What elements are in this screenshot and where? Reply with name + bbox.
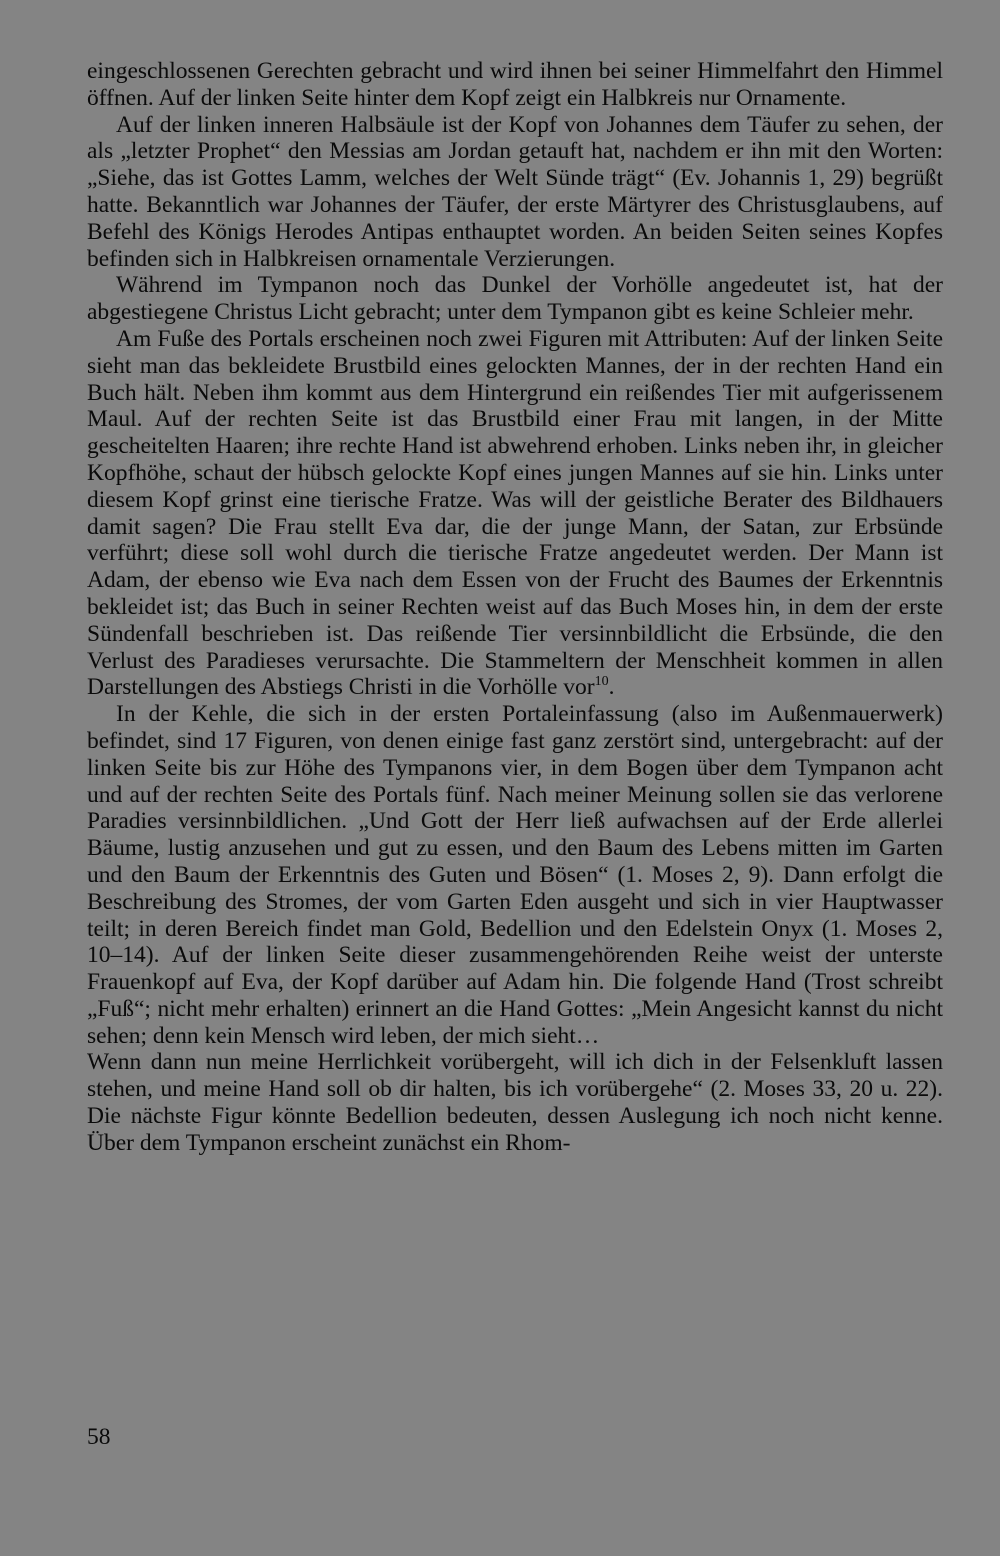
paragraph-1: eingeschlossenen Gerechten gebracht und wird ihnen bei seiner Himmelfahrt den Himmel öffnen. Auf der linken Seite hinter dem Kopf zeigt ein Halbkreis nur Ornamente. <box>87 58 943 111</box>
paragraph-2: Auf der linken inneren Halbsäule ist der Kopf von Johannes dem Täufer zu sehen, der als „letzter Prophet“ den Messias am Jordan getauft hat, nachdem er ihn mit den Worten: „Siehe, das ist Gottes Lamm, welches der Welt Sünde trägt“ (Ev. Johannis 1, 29) begrüßt hatte. Bekanntlich war Johannes der Täufer, der erste Märtyrer des Christusglaubens, auf Befehl des Königs Herodes Antipas enthauptet worden. An beiden Seiten seines Kopfes befinden sich in Halbkreisen ornamentale Verzierungen. <box>87 111 943 272</box>
paragraph-4 <box>87 326 943 701</box>
body-text <box>87 58 943 1157</box>
paragraph-5: In der Kehle, die sich in der ersten Portaleinfassung (also im Außenmauerwerk) befindet, sind 17 Figuren, von denen einige fast ganz zerstört sind, untergebracht: auf der linken Seite bis zur Höhe des Tympanons vier, in dem Bogen über dem Tympanon acht und auf der rechten Seite des Portals fünf. Nach meiner Meinung sollen sie das verlorene Paradies versinnbildlichen. „Und Gott der Herr ließ aufwachsen auf der Erde allerlei Bäume, lustig anzusehen und gut zu essen, und den Baum des Lebens mitten im Garten und den Baum der Erkenntnis des Guten und Bösen“ (1. Moses 2, 9). Dann erfolgt die Beschreibung des Stromes, der vom Garten Eden ausgeht und sich in vier Hauptwasser teilt; in deren Bereich findet man Gold, Bedellion und den Edelstein Onyx (1. Moses 2, 10–14). Auf der linken Seite dieser zusammengehörenden Reihe weist der unterste Frauenkopf auf Eva, der Kopf darüber auf Adam hin. Die folgende Hand (Trost schreibt „Fuß“; nicht mehr erhalten) erinnert an die Hand Gottes: „Mein Angesicht kannst du nicht sehen; denn kein Mensch wird leben, der mich sieht… <box>87 701 943 1049</box>
paragraph-3: Während im Tympanon noch das Dunkel der Vorhölle angedeutet ist, hat der abgestiegene Christus Licht gebracht; unter dem Tympanon gibt es keine Schleier mehr. <box>87 272 943 326</box>
page-number: 58 <box>87 1424 111 1450</box>
footnote-reference: 10 <box>594 674 609 690</box>
paragraph-4-text: Am Fuße des Portals erscheinen noch zwei Figuren mit Attributen: Auf der linken Seite sieht man das bekleidete Brustbild eines gelockten Mannes, der in der rechten Hand ein Buch hält. Neben ihm kommt aus dem Hintergrund ein reißendes Tier mit aufgerissenem Maul. Auf der rechten Seite ist das Brustbild einer Frau mit langen, in der Mitte gescheitelten Haaren; ihre rechte Hand ist abwehrend erhoben. Links neben ihr, in gleicher Kopfhöhe, schaut der hübsch gelockte Kopf eines jungen Mannes auf sie hin. Links unter diesem Kopf grinst eine tierische Fratze. Was will der geistliche Berater des Bildhauers damit sagen? Die Frau stellt Eva dar, die der junge Mann, der Satan, zur Erbsünde verführt; diese soll wohl durch die tierische Fratze angedeutet werden. Der Mann ist Adam, der ebenso wie Eva nach dem Essen von der Frucht des Baumes der Erkenntnis bekleidet ist; das Buch in seiner Rechten weist auf das Buch Moses hin, in dem der erste Sündenfall beschrieben ist. Das reißende Tier versinnbildlicht die Erbsünde, die den Verlust des Paradieses verursachte. Die Stammeltern der Menschheit kommen in allen Darstellungen des Abstiegs Christi in die Vorhölle vor <box>87 325 943 701</box>
paragraph-6: Wenn dann nun meine Herrlichkeit vorübergeht, will ich dich in der Felsenkluft lassen stehen, und meine Hand soll ob dir halten, bis ich vorübergehe“ (2. Moses 33, 20 u. 22). Die nächste Figur könnte Bedellion bedeuten, dessen Auslegung ich noch nicht kenne. Über dem Tympanon erscheint zunächst ein Rhom- <box>87 1049 943 1156</box>
paragraph-4-end-punct: . <box>608 674 615 701</box>
